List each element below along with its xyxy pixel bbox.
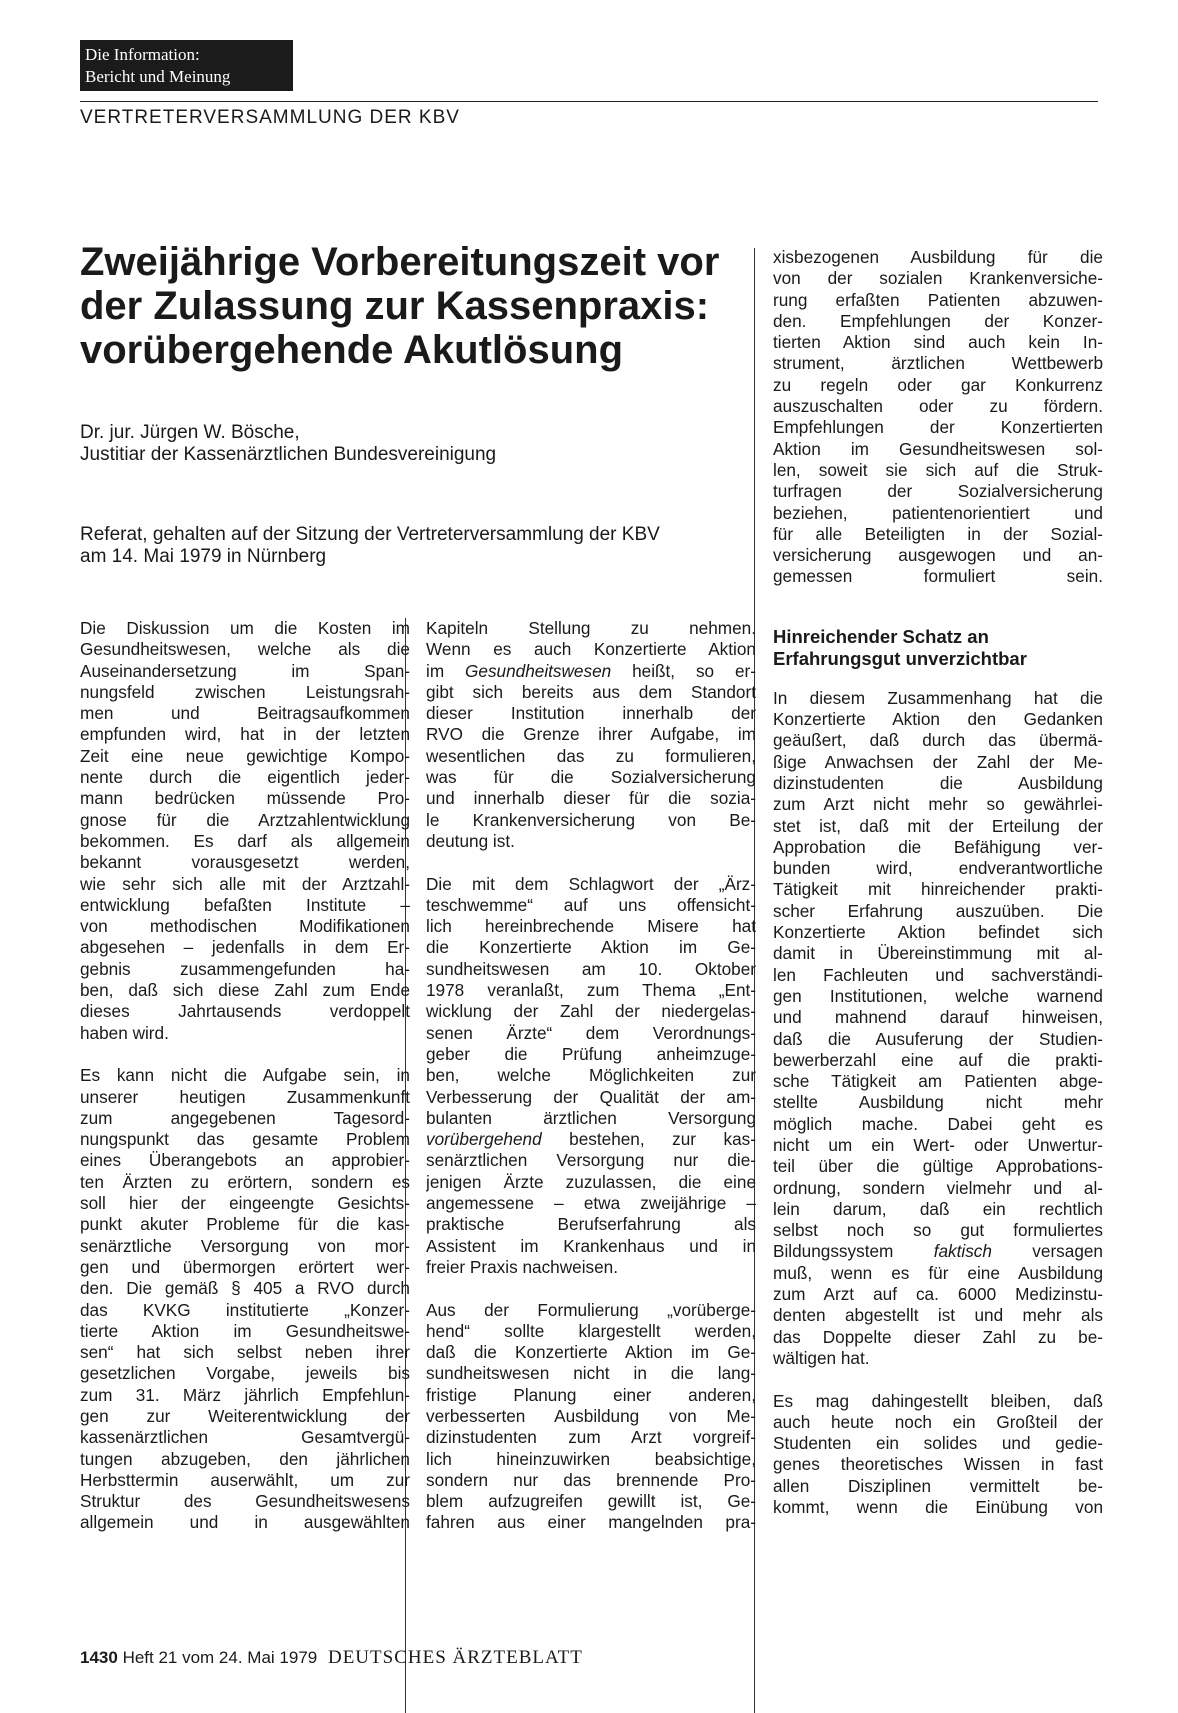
text-line: dizinstudenten die Ausbildung (773, 772, 1103, 793)
text-line: bunden wird, endverantwortliche (773, 858, 1103, 879)
text-line: gesetzlichen Vorgabe, jeweils bis (80, 1363, 410, 1384)
text-line: Bildungssystem faktisch versagen (773, 1241, 1103, 1262)
text-line: geber die Prüfung anheimzuge- (426, 1043, 756, 1064)
text-line: len, soweit sie sich auf die Struk- (773, 459, 1103, 480)
text-line: senen Ärzte“ dem Verordnungs- (426, 1022, 756, 1043)
text-line: Studenten ein solides und gedie- (773, 1433, 1103, 1454)
text-line: praktische Berufserfahrung als (426, 1214, 756, 1235)
paragraph-gap (426, 852, 756, 873)
text-line: senärztliche Versorgung von mor- (80, 1235, 410, 1256)
text-line: lich hineinzuwirken beabsichtige, (426, 1448, 756, 1469)
text-line: sundheitswesen nicht in die lang- (426, 1363, 756, 1384)
text-line: unserer heutigen Zusammenkunft (80, 1086, 410, 1107)
text-line: gen und übermorgen erörtert wer- (80, 1256, 410, 1277)
text-line: sundheitswesen am 10. Oktober (426, 958, 756, 979)
text-line: bekommen. Es darf als allgemein (80, 830, 410, 851)
text-line: die Konzertierte Aktion im Ge- (426, 937, 756, 958)
text-line: strument, ärztlichen Wettbewerb (773, 353, 1103, 374)
text-line: dieser Institution innerhalb der (426, 703, 756, 724)
text-line: bekannt vorausgesetzt werden, (80, 852, 410, 873)
text-line: möglich mache. Dabei geht es (773, 1113, 1103, 1134)
text-line: In diesem Zusammenhang hat die (773, 687, 1103, 708)
text-line: kassenärztlichen Gesamtvergü- (80, 1427, 410, 1448)
text-line: Die Diskussion um die Kosten im (80, 618, 410, 638)
text-line: empfunden wird, hat in der letzten (80, 724, 410, 745)
text-line: wältigen hat. (773, 1347, 870, 1368)
text-line: teschwemme“ auf uns offensicht- (426, 894, 756, 915)
title-line: Zweijährige Vorbereitungszeit vor (80, 240, 720, 284)
text-line: mann bedrücken müssende Pro- (80, 788, 410, 809)
text-line: genes theoretisches Wissen in fast (773, 1454, 1103, 1475)
text-line: tierte Aktion im Gesundheitswe- (80, 1320, 410, 1341)
text-line: von der sozialen Krankenversiche- (773, 268, 1103, 289)
text-line: wie sehr sich alle mit der Arztzahl- (80, 873, 410, 894)
text-line: denten abgestellt ist und mehr als (773, 1305, 1103, 1326)
text-line: zum angegebenen Tagesord- (80, 1107, 410, 1128)
text-line: gen zur Weiterentwicklung der (80, 1405, 410, 1426)
text-line: zum Arzt nicht mehr so gewährlei- (773, 794, 1103, 815)
text-line: nente durch die eigentlich jeder- (80, 767, 410, 788)
text-line: das Doppelte dieser Zahl zu be- (773, 1326, 1103, 1347)
text-line: wicklung der Zahl der niedergelas- (426, 1001, 756, 1022)
text-line: damit in Übereinstimmung mit al- (773, 943, 1103, 964)
text-line: stet ist, daß mit der Erteilung der (773, 815, 1103, 836)
text-line: geäußert, daß durch das übermä- (773, 730, 1103, 751)
text-line: ben, daß sich diese Zahl zum Ende (80, 980, 410, 1001)
text-line: Es kann nicht die Aufgabe sein, in (80, 1065, 410, 1086)
text-line: bewerberzahl eine auf die prakti- (773, 1049, 1103, 1070)
text-line: verbesserten Ausbildung von Me- (426, 1405, 756, 1426)
text-line: gemessen formuliert sein. (773, 566, 1103, 587)
text-line: Herbsttermin auserwählt, um zur (80, 1469, 410, 1490)
text-line: Auseinandersetzung im Span- (80, 660, 410, 681)
text-line: hend“ sollte klargestellt werden, (426, 1320, 756, 1341)
author-name: Dr. jur. Jürgen W. Bösche, (80, 422, 300, 443)
text-line: tierten Aktion sind auch kein In- (773, 332, 1103, 353)
text-line: ten Ärzten zu erörtern, sondern es (80, 1171, 410, 1192)
text-line: 1978 veranlaßt, zum Thema „Ent- (426, 980, 756, 1001)
text-line: gnose für die Arztzahlentwicklung (80, 809, 410, 830)
text-line: allgemein und in ausgewählten (80, 1512, 410, 1533)
text-line: punkt akuter Probleme für die kas- (80, 1214, 410, 1235)
text-line: deutung ist. (426, 830, 515, 851)
text-line: wesentlichen das zu formulieren, (426, 745, 756, 766)
text-line: teil über die gültige Approbations- (773, 1156, 1103, 1177)
article-title (80, 240, 760, 372)
text-line: soll hier der eingeengte Gesichts- (80, 1193, 410, 1214)
text-column-1 (80, 618, 410, 1534)
text-line: eines Überangebots an approbier- (80, 1150, 410, 1171)
text-line: Verbesserung der Qualität der am- (426, 1086, 756, 1107)
text-line: Tätigkeit mit hinreichender prakti- (773, 879, 1103, 900)
text-line: rung erfaßten Patienten abzuwen- (773, 289, 1103, 310)
text-line: für alle Beteiligten in der Sozial- (773, 523, 1103, 544)
text-line: selbst noch so gut formuliertes (773, 1220, 1103, 1241)
text-line: sondern nur das brennende Pro- (426, 1469, 756, 1490)
text-line: ordnung, sondern vielmehr und al- (773, 1177, 1103, 1198)
text-line: entwicklung befaßten Institute – (80, 894, 410, 915)
text-line: lein darum, daß ein rechtlich (773, 1198, 1103, 1219)
text-line: blem aufzugreifen gewillt ist, Ge- (426, 1491, 756, 1512)
text-line: men und Beitragsaufkommen (80, 703, 410, 724)
text-line: auszuschalten oder zu fördern. (773, 396, 1103, 417)
text-line: len Fachleuten und sachverständi- (773, 964, 1103, 985)
issue-info: Heft 21 vom 24. Mai 1979 (122, 1648, 318, 1667)
text-column-2 (426, 618, 756, 1534)
section-badge (80, 40, 293, 91)
text-line: sche Tätigkeit am Patienten abge- (773, 1071, 1103, 1092)
subheading: Erfahrungsgut unverzichtbar (773, 647, 1027, 669)
text-line: Gesundheitswesen, welche als die (80, 639, 410, 660)
text-line: jenigen Ärzte zuzulassen, die eine (426, 1171, 756, 1192)
text-line: RVO die Grenze ihrer Aufgabe, im (426, 724, 756, 745)
text-line: von methodischen Modifikationen (80, 916, 410, 937)
header-rule (80, 101, 1098, 102)
page-number: 1430 (80, 1648, 118, 1667)
paragraph-gap (426, 1278, 756, 1299)
text-line: muß, wenn es für eine Ausbildung (773, 1262, 1103, 1283)
text-line: daß die Ausuferung der Studien- (773, 1028, 1103, 1049)
text-line: Aus der Formulierung „vorüberge- (426, 1299, 756, 1320)
text-line: Struktur des Gesundheitswesens (80, 1491, 410, 1512)
text-line: zum 31. März jährlich Empfehlun- (80, 1384, 410, 1405)
author-block (80, 422, 496, 466)
text-line: den. Die gemäß § 405 a RVO durch (80, 1278, 410, 1299)
intro-line: Referat, gehalten auf der Sitzung der Vertreterversammlung der KBV (80, 524, 660, 545)
title-line: vorübergehende Akutlösung (80, 328, 624, 372)
text-line: allen Disziplinen vermittelt be- (773, 1475, 1103, 1496)
text-line: kommt, wenn die Einübung von (773, 1497, 1103, 1518)
text-line: lich hereinbrechende Misere hat (426, 916, 756, 937)
text-line: ben, welche Möglichkeiten zur (426, 1065, 756, 1086)
text-line: vorübergehend bestehen, zur kas- (426, 1129, 756, 1150)
text-line: Die mit dem Schlagwort der „Ärz- (426, 873, 756, 894)
text-line: daß die Konzertierte Aktion im Ge- (426, 1342, 756, 1363)
text-line: und innerhalb dieser für die sozia- (426, 788, 756, 809)
author-role: Justitiar der Kassenärztlichen Bundesvereinigung (80, 444, 497, 465)
text-line: turfragen der Sozialversicherung (773, 481, 1103, 502)
text-line: Konzertierte Aktion befindet sich (773, 922, 1103, 943)
article-intro (80, 524, 660, 568)
text-line: nungspunkt das gesamte Problem (80, 1129, 410, 1150)
section-heading: VERTRETERVERSAMMLUNG DER KBV (80, 107, 460, 128)
text-line: Aktion im Gesundheitswesen sol- (773, 438, 1103, 459)
text-line: und mahnend darauf hinweisen, (773, 1007, 1103, 1028)
text-line: beziehen, patientenorientiert und (773, 502, 1103, 523)
text-line: Assistent im Krankenhaus und in (426, 1235, 756, 1256)
text-line: scher Erfahrung auszuüben. Die (773, 900, 1103, 921)
text-line: tungen abzugeben, den jährlichen (80, 1448, 410, 1469)
text-line: dizinstudenten zum Arzt vorgreif- (426, 1427, 756, 1448)
text-line: abgesehen – jedenfalls in dem Er- (80, 937, 410, 958)
subheading: Hinreichender Schatz an (773, 625, 989, 647)
text-line: sen“ hat sich selbst neben ihrer (80, 1342, 410, 1363)
text-line: le Krankenversicherung von Be- (426, 809, 756, 830)
text-line: stellte Ausbildung nicht mehr (773, 1092, 1103, 1113)
text-line: gibt sich bereits aus dem Standort (426, 681, 756, 702)
text-line: Konzertierte Aktion den Gedanken (773, 709, 1103, 730)
text-line: das KVKG institutierte „Konzer- (80, 1299, 410, 1320)
text-line: im Gesundheitswesen heißt, so er- (426, 660, 756, 681)
text-line: nungsfeld zwischen Leistungsrah- (80, 681, 410, 702)
text-column-3 (773, 247, 1103, 1518)
page-footer (80, 1647, 583, 1669)
text-line: gebnis zusammengefunden ha- (80, 958, 410, 979)
text-line: Zeit eine neue gewichtige Kompo- (80, 745, 410, 766)
text-line: fristige Planung einer anderen, (426, 1384, 756, 1405)
text-line: Empfehlungen der Konzertierten (773, 417, 1103, 438)
text-line: xisbezogenen Ausbildung für die (773, 247, 1103, 267)
text-line: dieses Jahrtausends verdoppelt (80, 1001, 410, 1022)
text-line: Es mag dahingestellt bleiben, daß (773, 1390, 1103, 1411)
paragraph-gap (80, 1044, 410, 1065)
text-line: Wenn es auch Konzertierte Aktion (426, 639, 756, 660)
text-line: Approbation die Befähigung ver- (773, 836, 1103, 857)
text-line: senärztlichen Versorgung nur die- (426, 1150, 756, 1171)
text-line: auch heute noch ein Großteil der (773, 1411, 1103, 1432)
paragraph-gap (773, 1369, 1103, 1390)
text-line: freier Praxis nachweisen. (426, 1256, 619, 1277)
text-line: nicht um ein Wert- oder Unwertur- (773, 1134, 1103, 1155)
text-line: Kapiteln Stellung zu nehmen. (426, 618, 756, 638)
text-line: was für die Sozialversicherung (426, 767, 756, 788)
text-line: zu regeln oder gar Konkurrenz (773, 374, 1103, 395)
title-line: der Zulassung zur Kassenpraxis: (80, 284, 710, 328)
text-line: zum Arzt auf ca. 6000 Medizinstu- (773, 1284, 1103, 1305)
text-line: bulanten ärztlichen Versorgung (426, 1107, 756, 1128)
text-line: den. Empfehlungen der Konzer- (773, 310, 1103, 331)
text-line: angemessene – etwa zweijährige – (426, 1193, 756, 1214)
badge-line-2: Bericht und Meinung (85, 67, 231, 86)
text-line: ßige Anwachsen der Zahl der Me- (773, 751, 1103, 772)
text-line: gen Institutionen, welche warnend (773, 985, 1103, 1006)
text-line: versicherung ausgewogen und an- (773, 545, 1103, 566)
text-line: haben wird. (80, 1022, 169, 1043)
journal-name: DEUTSCHES ÄRZTEBLATT (327, 1647, 583, 1668)
intro-line: am 14. Mai 1979 in Nürnberg (80, 546, 327, 567)
text-line: fahren aus einer mangelnden pra- (426, 1512, 756, 1533)
badge-line-1: Die Information: (85, 45, 200, 64)
